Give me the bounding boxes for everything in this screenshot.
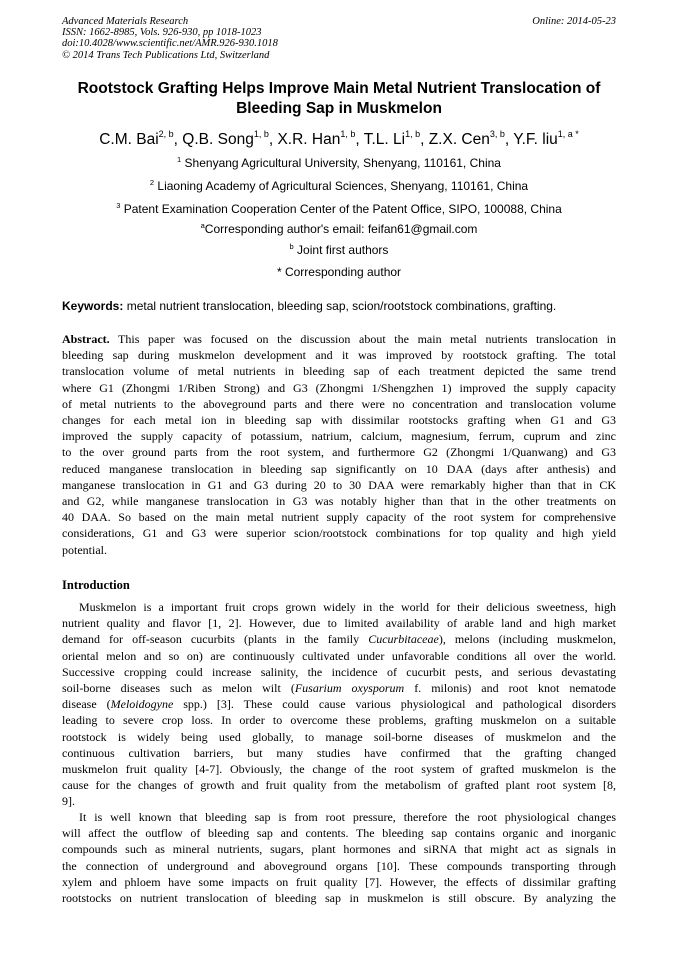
title-line-2: Bleeding Sap in Muskmelon (236, 100, 442, 117)
paragraph-text: Successive cropping could increase salinity, the incidence of cucurbit pests, and serious devastating (62, 664, 616, 679)
paragraph-line (62, 745, 616, 761)
paragraph-text: f. milonis) and root knot nematode (404, 681, 616, 696)
paragraph-line (62, 680, 616, 696)
abstract-line (62, 347, 616, 363)
affiliation-text: Corresponding author's email: feifan61@gmail.com (204, 222, 478, 236)
paragraph-line (62, 825, 616, 841)
paragraph-line (62, 631, 616, 647)
online-date: Online: 2014-05-23 (532, 16, 616, 27)
italic-term: Fusarium oxysporum (294, 681, 405, 696)
author-name: T.L. Li (363, 131, 406, 148)
abstract-line (62, 396, 616, 412)
abstract-line (62, 444, 616, 460)
author-affiliation-mark: 3, b (489, 129, 505, 139)
paragraph-text: xylem and phloem have some impacts on fruit quality [7]. However, the effects of dissimilar grafting (62, 874, 616, 889)
paragraph-text: Muskmelon is a important fruit crops grown widely in the world for their delicious sweetness, high (79, 600, 616, 614)
abstract-text: manganese translocation in G1 and G3 during 20 to 30 DAA were remarkably higher than that in CK (62, 477, 616, 492)
paragraph-line (62, 648, 616, 664)
affiliation-text: Patent Examination Cooperation Center of the Patent Office, SIPO, 100088, China (120, 202, 562, 216)
abstract-text: 40 DAA. So based on the main metal nutrient supply capacity of the root system for comprehensive (62, 510, 616, 525)
italic-term: Cucurbitaceae (368, 632, 439, 647)
doi-line: doi:10.4028/www.scientific.net/AMR.926-930.1018 (62, 38, 278, 50)
abstract-text: where G1 (Zhongmi 1/Riben Strong) and G3 (Zhongmi 1/Shengzhen 1) improved the supply capacity (62, 380, 616, 395)
author-name: Z.X. Cen (428, 131, 490, 148)
paragraph-line (62, 874, 616, 890)
author-separator: , (420, 131, 429, 148)
author-separator: , (268, 131, 278, 148)
paragraph-text: It is well known that bleeding sap is from root pressure, therefore the root physiological changes (79, 810, 616, 824)
abstract-text: considerations, G1 and G3 were superior scion/rootstock combinations for top quality and high yield (62, 526, 616, 541)
abstract-line (62, 542, 616, 558)
affiliation-line (62, 202, 616, 217)
author-affiliation-mark: 1, b (405, 129, 421, 139)
paragraph-text: muskmelon fruit quality [4-7]. Obviously, the change of the root system of grafted muskmelon is the (62, 762, 616, 777)
paragraph-text: continuous cultivation barriers, but many studies have confirmed that the grafting changed (62, 745, 616, 760)
keywords-text: metal nutrient translocation, bleeding sap, scion/rootstock combinations, grafting. (123, 299, 557, 313)
journal-header (62, 16, 616, 61)
italic-term: Meloidogyne (110, 697, 174, 712)
paragraph-text: soil-borne diseases such as melon wilt ( (62, 681, 295, 696)
abstract-line (62, 331, 616, 347)
paragraph-line (62, 599, 616, 615)
affiliation-mark: 3 (116, 201, 121, 210)
abstract-text: translocation volume of metal nutrients in bleeding sap of each treatment depicted the same trend (62, 364, 616, 379)
abstract-line (62, 380, 616, 396)
affiliation-text: Liaoning Academy of Agricultural Sciences, Shenyang, 110161, China (154, 179, 529, 193)
affiliation-mark: 1 (177, 155, 182, 164)
affiliation-text: Joint first authors (293, 243, 389, 257)
abstract-text: reduced manganese translocation in bleeding sap significantly on 10 DAA (days after anthesis) and (62, 461, 616, 476)
affiliation-mark: a (200, 221, 205, 230)
paragraph-text: rootstocks on nutrient translocation of bleeding sap in muskmelon is still obscure. By analyzing the (62, 891, 616, 906)
paragraph-line (62, 809, 616, 825)
abstract-text: and G2, while manganese translocation in G3 was notably higher than that in the other treatments on (62, 494, 616, 509)
affiliation-mark: 2 (149, 178, 155, 187)
author-separator: , (504, 131, 514, 148)
abstract-line (62, 525, 616, 541)
paragraph-text: cause for the changes of growth and fruit quality from the metabolism of grafted plant root system [8, (62, 778, 616, 793)
introduction-paragraph-2 (62, 809, 616, 906)
author-name: X.R. Han (277, 131, 341, 148)
keywords-label: Keywords: (62, 299, 124, 313)
abstract-line (62, 363, 616, 379)
issn-line: ISSN: 1662-8985, Vols. 926-930, pp 1018-1023 (62, 27, 262, 39)
paragraph-text: oriental melon and so on) are continuously cultivated under unfavorable conditions all over the world. (62, 648, 616, 663)
abstract-line (62, 477, 616, 493)
paragraph-text: nutrient quality and flavor [1, 2]. However, due to limited availability of arable land and high market (62, 616, 616, 631)
abstract-line (62, 461, 616, 477)
abstract-text: improved the supply capacity of potassium, natrium, calcium, magnesium, ferrum, cuprum and zinc (62, 429, 616, 444)
paper-title (62, 79, 616, 119)
introduction-paragraph-1 (62, 599, 616, 810)
paragraph-line (62, 841, 616, 857)
abstract-text: changes for each metal ion in bleeding sap with dissimilar rootstocks grafting when G1 and G3 (62, 413, 616, 428)
paragraph-text: 9]. (62, 794, 75, 809)
paragraph-text: rootstock is widely being used globally, to manage soil-borne diseases of muskmelon and the (62, 729, 616, 744)
affiliation-line (62, 179, 616, 194)
copyright-line: © 2014 Trans Tech Publications Ltd, Switzerland (62, 49, 270, 61)
author-affiliation-mark: 1, b (253, 129, 269, 139)
abstract-line (62, 493, 616, 509)
author-affiliation-mark: 1, a * (557, 129, 579, 139)
paragraph-line (62, 664, 616, 680)
journal-name: Advanced Materials Research (62, 16, 189, 27)
affiliation-line (62, 156, 616, 171)
paragraph-text: ), melons (including muskmelon, (438, 632, 617, 647)
paragraph-text: spp.) [3]. These could cause various physiological and pathological disorders (173, 697, 616, 712)
paragraph-line (62, 890, 616, 906)
paragraph-line (62, 761, 616, 777)
paragraph-line (62, 793, 616, 809)
abstract-text: bleeding sap during muskmelon development and it was improved by rootstock grafting. The total (62, 348, 616, 363)
paragraph-line (62, 615, 616, 631)
abstract-text: of metal nutrients to the aboveground parts and there were no concentration and translocation volume (62, 396, 616, 411)
paragraph-text: compounds such as mineral nutrients, sugars, plant hormones and siRNA that might act as signals in (62, 842, 616, 857)
paragraph-text: demand for off-season cucurbits (plants in the family (62, 632, 369, 647)
affiliation-text: * Corresponding author (276, 265, 402, 279)
author-separator: , (355, 131, 364, 148)
paragraph-text: will affect the outflow of bleeding sap and contents. The bleeding sap contains organic and inorganic (62, 826, 616, 841)
affiliation-line (62, 243, 616, 258)
abstract-text: This paper was focused on the discussion about the main metal nutrients translocation in (109, 332, 616, 346)
paragraph-line (62, 712, 616, 728)
abstract-text: potential. (62, 542, 107, 557)
author-separator: , (173, 131, 183, 148)
paragraph-line (62, 858, 616, 874)
author-name: C.M. Bai (99, 131, 159, 148)
paragraph-line (62, 696, 616, 712)
author-affiliation-mark: 1, b (340, 129, 356, 139)
keywords-line (62, 299, 616, 314)
paragraph-text: disease ( (62, 697, 111, 712)
paragraph-line (62, 777, 616, 793)
affiliation-text: Shenyang Agricultural University, Shenyang, 110161, China (181, 156, 501, 170)
author-name: Q.B. Song (182, 131, 254, 148)
abstract-label: Abstract. (62, 332, 110, 346)
paragraph-text: leading to severe crop loss. In order to overcome these problems, grafting muskmelon on a suitable (62, 713, 616, 728)
affiliation-line (62, 222, 616, 237)
abstract-text: to the over ground parts from the root system, and furthermore G2 (Zhongmi 1/Quanwang) and G3 (62, 445, 616, 460)
abstract-line (62, 509, 616, 525)
title-line-1: Rootstock Grafting Helps Improve Main Metal Nutrient Translocation of (77, 80, 601, 97)
introduction-heading: Introduction (62, 578, 130, 592)
author-affiliation-mark: 2, b (158, 129, 174, 139)
abstract-line (62, 428, 616, 444)
affiliation-mark: b (289, 242, 294, 251)
abstract-line (62, 412, 616, 428)
author-list (62, 130, 616, 150)
affiliation-line (62, 265, 616, 280)
author-name: Y.F. liu (513, 131, 558, 148)
paragraph-text: the connection of underground and aboveground organs [10]. These compounds transporting through (62, 858, 616, 873)
abstract-section (62, 331, 616, 558)
paragraph-line (62, 729, 616, 745)
